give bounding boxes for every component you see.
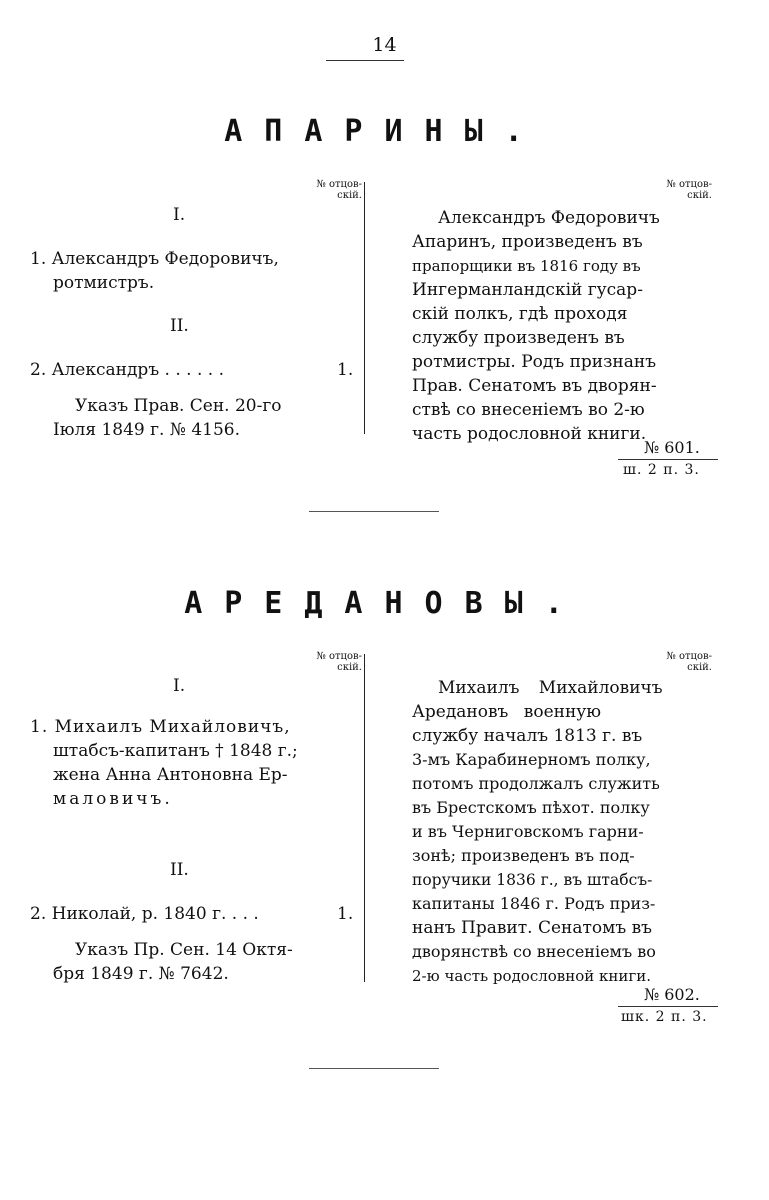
biography-line: въ Брестскомъ пѣхот. полку — [412, 798, 650, 817]
biography-line: службу началъ 1813 г. въ — [412, 726, 643, 746]
entry-line: ротмистръ. — [53, 273, 155, 293]
biography-line: и въ Черниговскомъ гарни- — [412, 822, 644, 841]
biography-line: дворянствѣ со внесеніемъ во — [412, 942, 656, 961]
decree-line: Указъ Пр. Сен. 14 Октя- — [75, 940, 293, 960]
entry-father-ref: 1. — [337, 904, 354, 924]
column-header-right-line: скій. — [687, 190, 712, 201]
column-header-left-line: скій. — [337, 662, 362, 673]
biography-line: 2-ю часть родословной книги. — [412, 967, 652, 985]
genealogy-entry-2: 2. Николай, р. 1840 г. . . . — [30, 904, 259, 924]
entry-line: 1. Александръ Федоровичъ, — [30, 249, 279, 269]
record-number: № 601. — [644, 438, 700, 457]
section-divider — [309, 511, 439, 512]
biography-line: потомъ продолжалъ служить — [412, 774, 660, 793]
generation-heading: II. — [170, 860, 189, 880]
biography-line: зонѣ; произведенъ въ под- — [412, 846, 635, 865]
genealogy-entry-1 — [30, 247, 312, 295]
biography-line: Апаринъ, произведенъ въ — [412, 232, 643, 252]
biography-line: прапорщики въ 1816 году въ — [412, 257, 641, 275]
generation-heading: I. — [173, 205, 186, 225]
biography-line: нанъ Правит. Сенатомъ въ — [412, 918, 652, 938]
column-header-left — [300, 651, 362, 673]
decree-line: Іюля 1849 г. № 4156. — [53, 420, 240, 440]
genealogy-entry-2: 2. Александръ . . . . . . — [30, 360, 224, 380]
page-number-rule — [326, 60, 404, 61]
biography-line: службу произведенъ въ — [412, 328, 625, 348]
archive-location: шк. 2 п. 3. — [621, 1009, 708, 1025]
column-header-left-line: № отцов- — [316, 179, 362, 190]
page-number: 14 — [372, 34, 397, 56]
decree-text — [53, 938, 293, 986]
biography-line: 3-мъ Карабинерномъ полку, — [412, 750, 651, 769]
column-divider — [364, 654, 365, 982]
biography-line: Аредановъ военную — [412, 702, 602, 722]
column-header-right-line: скій. — [687, 662, 712, 673]
generation-heading: I. — [173, 676, 186, 696]
record-rule — [618, 1006, 718, 1007]
column-header-right-line: № отцов- — [666, 651, 712, 662]
entry-line: жена Анна Антоновна Ер- — [53, 765, 288, 785]
archive-location: ш. 2 п. 3. — [623, 462, 700, 478]
record-rule — [618, 459, 718, 460]
decree-text — [53, 394, 281, 442]
section-divider — [309, 1068, 439, 1069]
record-number: № 602. — [644, 985, 700, 1004]
genealogy-entry-1 — [30, 715, 298, 811]
biography-line: часть родословной книги. — [412, 424, 647, 444]
biography-line: ротмистры. Родъ признанъ — [412, 352, 657, 372]
entry-line: маловичъ. — [53, 789, 173, 809]
entry-father-ref: 1. — [337, 360, 354, 380]
biography-line: Михаилъ Михайловичъ — [438, 678, 663, 698]
biography-line: Прав. Сенатомъ въ дворян- — [412, 376, 657, 396]
biography-line: Ингерманландскій гусар- — [412, 280, 643, 300]
entry-line: 1. Михаилъ Михайловичъ, — [30, 717, 291, 737]
family-heading-aparin: АПАРИНЫ. — [224, 114, 545, 149]
biography-aparin — [412, 206, 696, 446]
biography-line: поручики 1836 г., въ штабсъ- — [412, 871, 653, 889]
column-header-right — [650, 179, 712, 201]
family-heading-aredanov: АРЕДАНОВЫ. — [184, 586, 585, 621]
decree-line: бря 1849 г. № 7642. — [53, 964, 229, 984]
column-header-left-line: № отцов- — [316, 651, 362, 662]
biography-line: капитаны 1846 г. Родъ приз- — [412, 894, 656, 913]
biography-line: Александръ Федоровичъ — [438, 208, 660, 228]
column-header-right-line: № отцов- — [666, 179, 712, 190]
column-divider — [364, 182, 365, 434]
generation-heading: II. — [170, 316, 189, 336]
column-header-left — [300, 179, 362, 201]
column-header-right — [650, 651, 712, 673]
column-header-left-line: скій. — [337, 190, 362, 201]
decree-line: Указъ Прав. Сен. 20-го — [75, 396, 282, 416]
biography-line: скій полкъ, гдѣ проходя — [412, 304, 628, 324]
entry-line: штабсъ-капитанъ † 1848 г.; — [53, 741, 298, 761]
biography-line: ствѣ со внесеніемъ во 2-ю — [412, 400, 645, 420]
biography-aredanov — [412, 676, 696, 988]
